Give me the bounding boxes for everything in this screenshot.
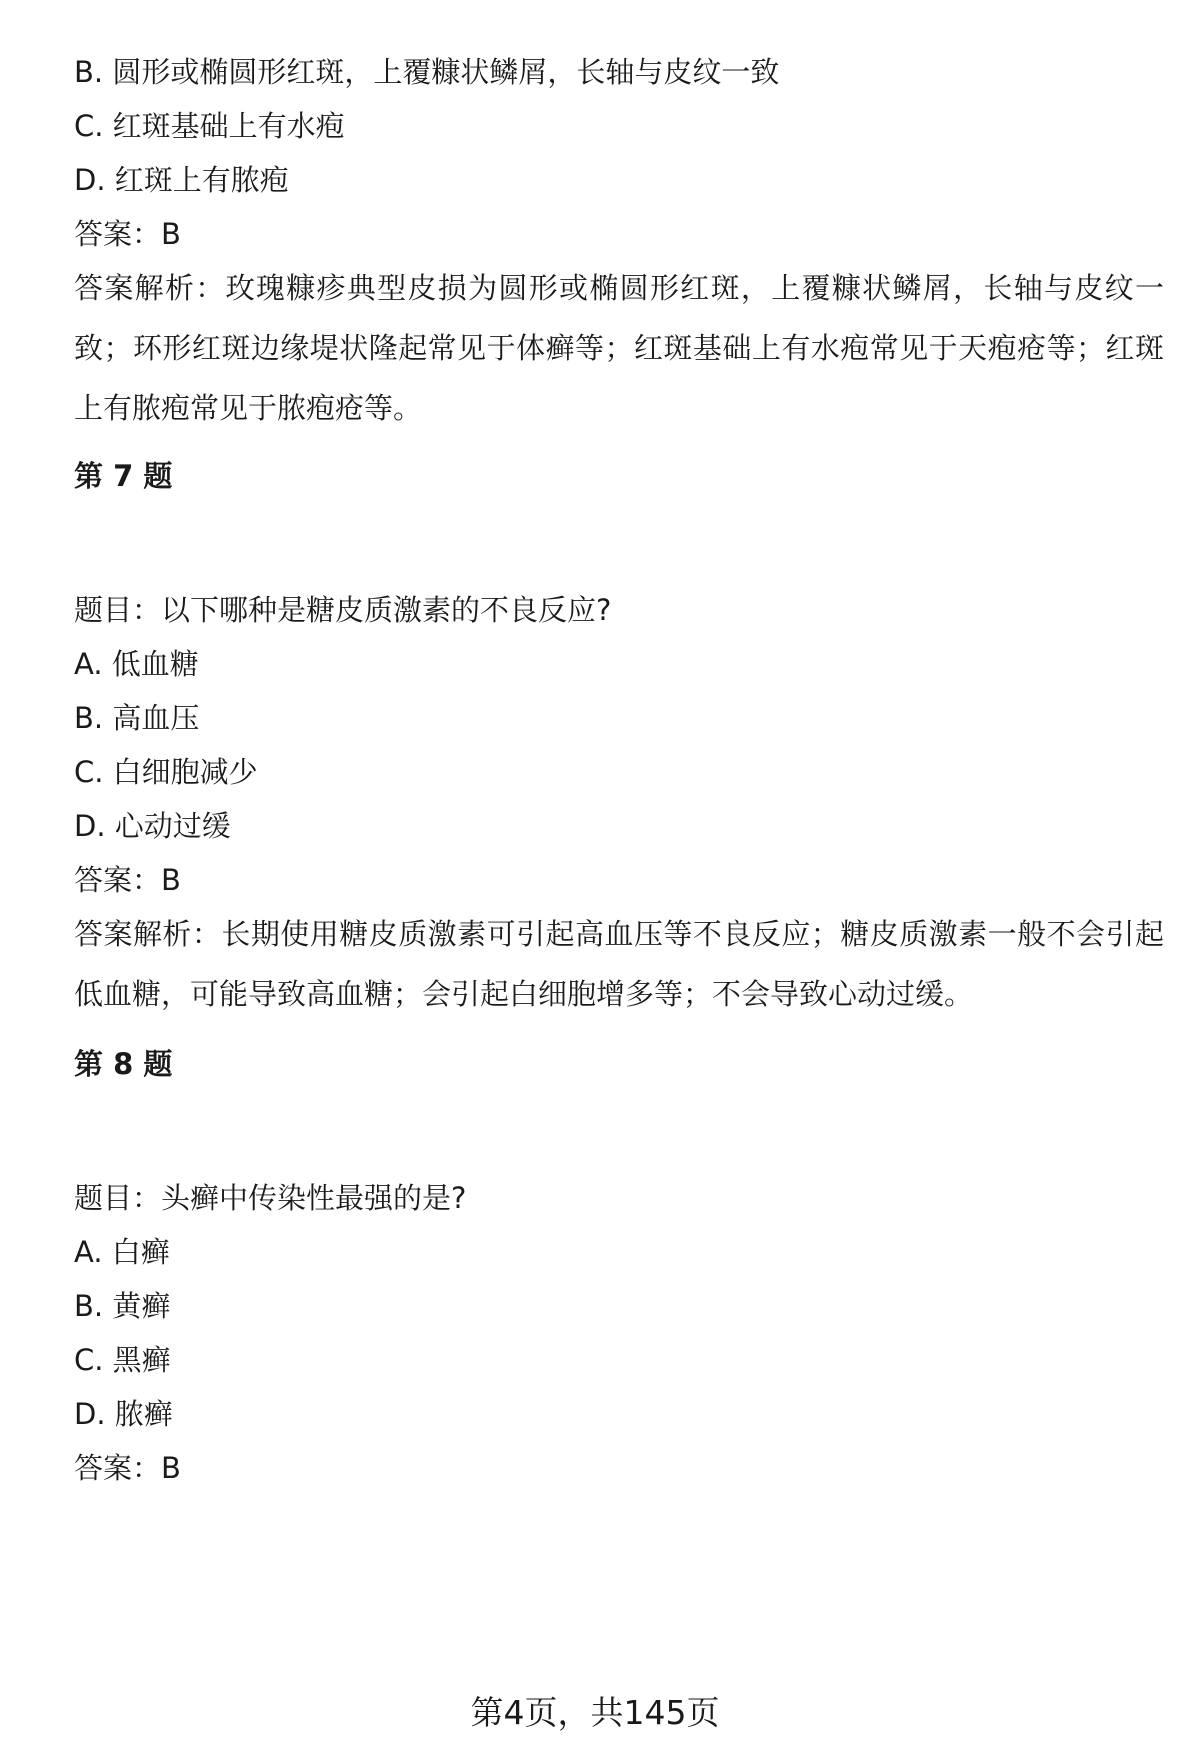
q7-heading: 第 7 题 bbox=[74, 459, 173, 493]
q6-option-d: D. 红斑上有脓疱 bbox=[74, 163, 289, 197]
q8-option-c: C. 黑癣 bbox=[74, 1343, 171, 1377]
q8-option-d: D. 脓癣 bbox=[74, 1397, 173, 1431]
q8-answer: 答案：B bbox=[74, 1451, 181, 1485]
q6-explanation: 答案解析：玫瑰糠疹典型皮损为圆形或椭圆形红斑，上覆糠状鳞屑，长轴与皮纹一致；环形红斑边缘堤状隆起常见于体癣等；红斑基础上有水疱常见于天疱疮等；红斑上有脓疱常见于脓疱疮等。 bbox=[74, 271, 1164, 425]
q7-answer: 答案：B bbox=[74, 863, 181, 897]
page-number: 第4页，共145页 bbox=[470, 1693, 720, 1732]
q7-option-a: A. 低血糖 bbox=[74, 647, 199, 681]
q7-option-c: C. 白细胞减少 bbox=[74, 755, 258, 789]
q6-answer: 答案：B bbox=[74, 217, 181, 251]
q8-heading: 第 8 题 bbox=[74, 1047, 173, 1081]
q7-option-b: B. 高血压 bbox=[74, 701, 200, 735]
q8-option-b: B. 黄癣 bbox=[74, 1289, 171, 1323]
q7-question: 题目：以下哪种是糖皮质激素的不良反应? bbox=[74, 593, 612, 627]
q8-question: 题目：头癣中传染性最强的是? bbox=[74, 1181, 467, 1215]
q7-option-d: D. 心动过缓 bbox=[74, 809, 231, 843]
q6-option-c: C. 红斑基础上有水疱 bbox=[74, 109, 345, 143]
q8-option-a: A. 白癣 bbox=[74, 1235, 170, 1269]
q6-option-b: B. 圆形或椭圆形红斑，上覆糠状鳞屑，长轴与皮纹一致 bbox=[74, 55, 780, 89]
q7-explanation: 答案解析：长期使用糖皮质激素可引起高血压等不良反应；糖皮质激素一般不会引起低血糖，可能导致高血糖；会引起白细胞增多等；不会导致心动过缓。 bbox=[74, 917, 1164, 1011]
